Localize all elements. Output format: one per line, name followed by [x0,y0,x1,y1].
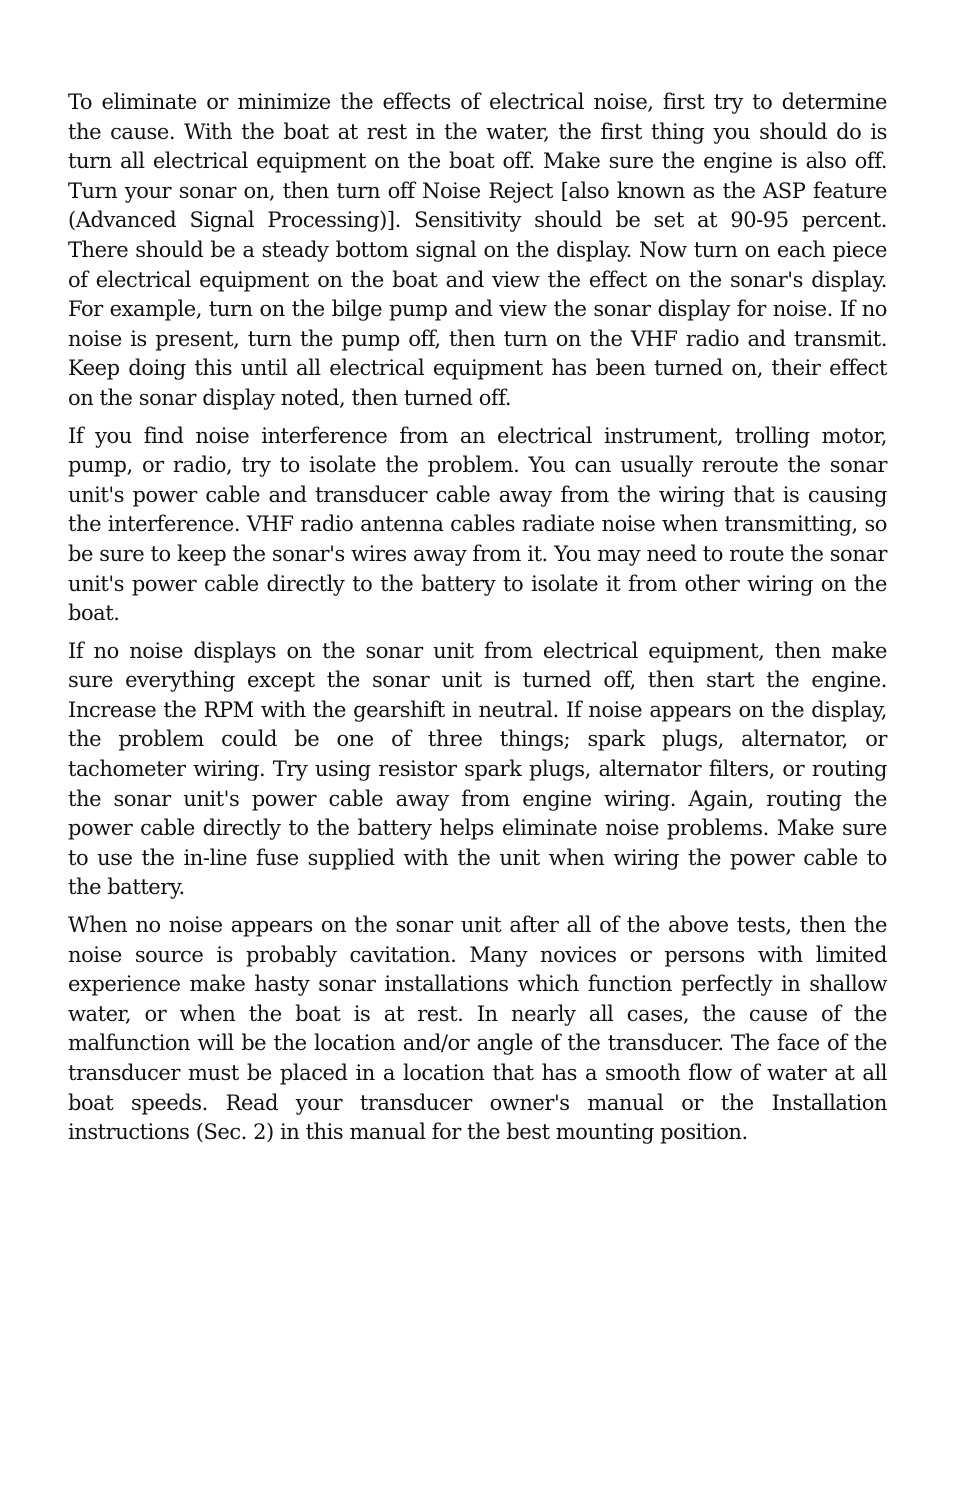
paragraph-noise-interference-isolation: If you find noise interference from an electrical instrument, trolling motor, pump, or radio, try to isolate the problem. You can usually reroute the sonar unit's power cable and transducer cable away from the wiring that is causing the interference. VHF radio antenna cables radiate noise when transmitting, so be sure to keep the sonar's wires away from it. You may need to route the sonar unit's power cable directly to the battery to isolate it from other wiring on the boat. [68,423,887,626]
paragraph-engine-noise: If no noise displays on the sonar unit from electrical equipment, then make sure everything except the sonar unit is turned off, then start the engine. Increase the RPM with the gearshift in neutral. If noise appears on the display, the problem could be one of three things; spark plugs, alternator, or tachometer wiring. Try using resistor spark plugs, alternator filters, or routing the sonar unit's power cable away from engine wiring. Again, routing the power cable directly to the battery helps eliminate noise problems. Make sure to use the in-line fuse supplied with the unit when wiring the power cable to the battery. [68,638,887,900]
document-page [68,88,887,1156]
paragraph-cavitation: When no noise appears on the sonar unit after all of the above tests, then the noise source is probably cavitation. Many novices or persons with limited experience make hasty sonar installations which function perfectly in shallow water, or when the boat is at rest. In nearly all cases, the cause of the malfunction will be the location and/or angle of the transducer. The face of the transducer must be placed in a location that has a smooth flow of water at all boat speeds. Read your transducer owner's manual or the Installation instructions (Sec. 2) in this manual for the best mounting position. [68,913,887,1145]
paragraph-electrical-noise-diagnosis: To eliminate or minimize the effects of electrical noise, first try to determine the cause. With the boat at rest in the water, the first thing you should do is turn all electrical equipment on the boat off. Make sure the engine is also off. Turn your sonar on, then turn off Noise Reject [also known as the ASP feature (Advanced Signal Processing)]. Sensitivity should be set at 90-95 percent. There should be a steady bottom signal on the display. Now turn on each piece of electrical equipment on the boat and view the effect on the sonar's display. For example, turn on the bilge pump and view the sonar display for noise. If no noise is present, turn the pump off, then turn on the VHF radio and transmit. Keep doing this until all electrical equipment has been turned on, their effect on the sonar display noted, then turned off. [68,90,887,410]
